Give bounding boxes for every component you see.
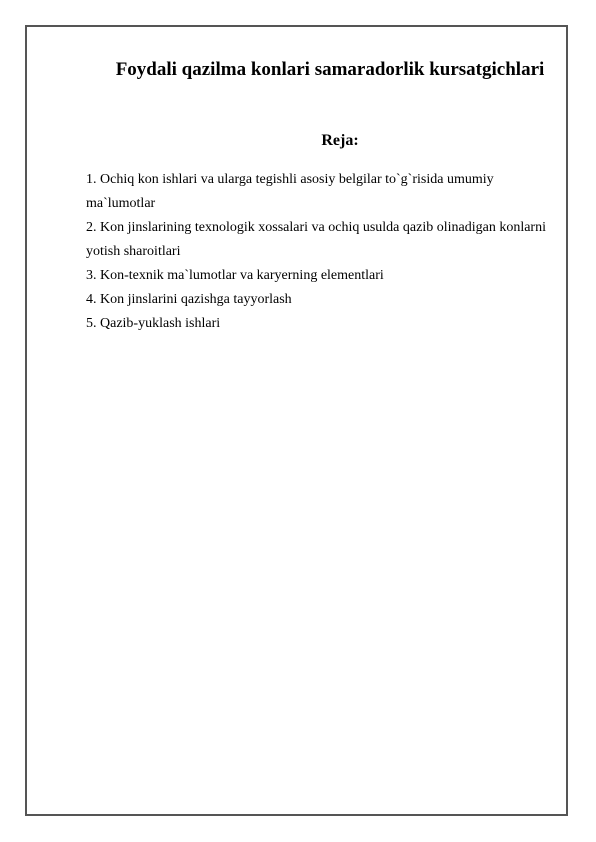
plan-item-1: 1. Ochiq kon ishlari va ularga tegishli asosiy belgilar to`g`risida umumiy ma`lumotlar (86, 172, 494, 211)
plan-item-4: 4. Kon jinslarini qazishga tayyorlash (86, 292, 292, 307)
page-frame (25, 25, 568, 816)
plan-item-2: 2. Kon jinslarining texnologik xossalari va ochiq usulda qazib olinadigan konlarni yotish sharoitlari (86, 220, 546, 259)
plan-list (86, 168, 550, 336)
plan-item-5: 5. Qazib-yuklash ishlari (86, 316, 221, 331)
plan-heading: Reja: (321, 132, 359, 149)
plan-item-3: 3. Kon-texnik ma`lumotlar va karyerning elementlari (86, 268, 384, 283)
document-title: Foydali qazilma konlari samaradorlik kursatgichlari (115, 59, 545, 80)
